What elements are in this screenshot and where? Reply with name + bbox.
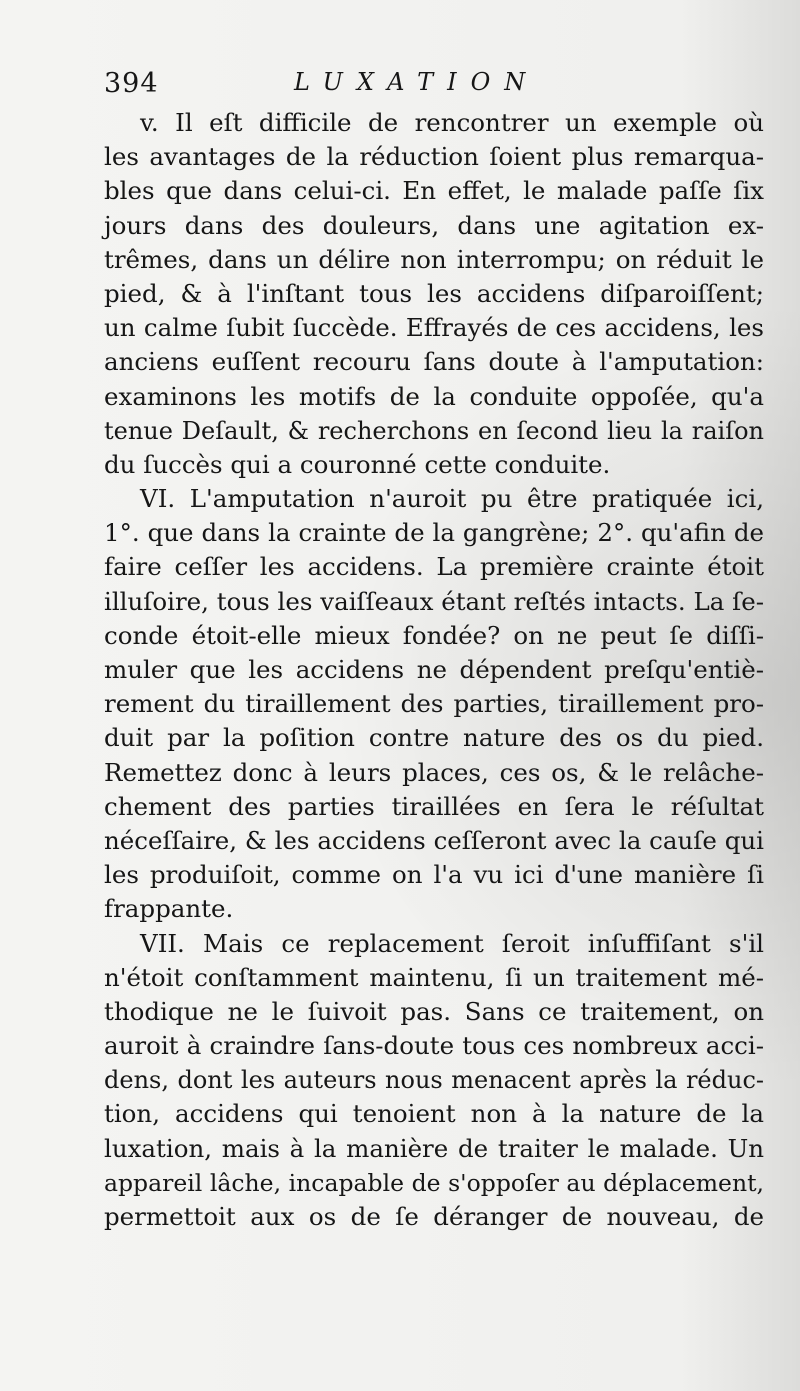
text-line: VII. Mais ce replacement ſeroit inſuffiſant s'il xyxy=(140,928,764,958)
text-line: illuſoire, tous les vaiſſeaux étant reſtés intacts. La ſe- xyxy=(104,586,764,616)
text-line: jours dans des douleurs, dans une agitation ex- xyxy=(104,210,764,240)
text-line: néceſſaire, & les accidens ceſſeront avec la cauſe qui xyxy=(104,825,764,855)
text-line: duit par la poſition contre nature des os du pied. xyxy=(104,723,764,753)
text-line: v. Il eſt difficile de rencontrer un exemple où xyxy=(140,108,764,137)
text-line: chement des parties tiraillées en ſera le réſultat xyxy=(104,791,764,821)
text-line: conde étoit-elle mieux fondée? on ne peut ſe diſſi- xyxy=(104,620,764,650)
text-line: pied, & à l'inſtant tous les accidens diſparoiſſent; xyxy=(104,278,764,308)
text-line: trêmes, dans un délire non interrompu; on réduit le xyxy=(104,244,764,274)
text-line: du ſuccès qui a couronné cette conduite. xyxy=(104,449,611,479)
text-line: auroit à craindre ſans-doute tous ces nombreux acci- xyxy=(104,1031,764,1061)
text-line: rement du tiraillement des parties, tiraillement pro- xyxy=(104,689,764,719)
body-text xyxy=(104,106,764,1234)
text-line: 1°. que dans la crainte de la gangrène; 2°. qu'afin de xyxy=(104,518,764,548)
text-line: un calme ſubit ſuccède. Effrayés de ces accidens, les xyxy=(104,313,764,343)
text-line: VI. L'amputation n'auroit pu être pratiquée ici, xyxy=(140,484,764,514)
text-line: les produiſoit, comme on l'a vu ici d'une manière ſi xyxy=(104,860,764,890)
page-header xyxy=(104,68,764,104)
text-line: anciens euſſent recouru ſans doute à l'amputation: xyxy=(104,347,764,377)
text-line: tenue Deſault, & recherchons en ſecond lieu la raiſon xyxy=(104,416,764,445)
page-number: 394 xyxy=(104,68,159,99)
text-line: muler que les accidens ne dépendent preſqu'entiè- xyxy=(104,655,764,684)
text-line: les avantages de la réduction ſoient plus remarqua- xyxy=(104,142,764,172)
text-line: bles que dans celui-ci. En effet, le malade paſſe ſix xyxy=(104,176,764,206)
text-line: examinons les motifs de la conduite oppoſée, qu'a xyxy=(104,381,764,411)
text-line: tion, accidens qui tenoient non à la nature de la xyxy=(104,1099,764,1129)
text-line: thodique ne le ſuivoit pas. Sans ce traitement, on xyxy=(104,996,764,1026)
text-line: frappante. xyxy=(104,894,234,924)
text-line: n'étoit conſtamment maintenu, ſi un traitement mé- xyxy=(104,962,764,992)
running-head: LUXATION xyxy=(294,68,540,96)
text-line: permettoit aux os de ſe déranger de nouveau, de xyxy=(104,1202,764,1231)
text-line: luxation, mais à la manière de traiter le malade. Un xyxy=(104,1133,764,1163)
text-line: faire ceſſer les accidens. La première crainte étoit xyxy=(104,552,764,582)
text-line: appareil lâche, incapable de s'oppoſer au déplacement, xyxy=(104,1168,764,1197)
text-line: Remettez donc à leurs places, ces os, & le relâche- xyxy=(104,757,764,787)
text-line: dens, dont les auteurs nous menacent après la réduc- xyxy=(104,1066,764,1095)
